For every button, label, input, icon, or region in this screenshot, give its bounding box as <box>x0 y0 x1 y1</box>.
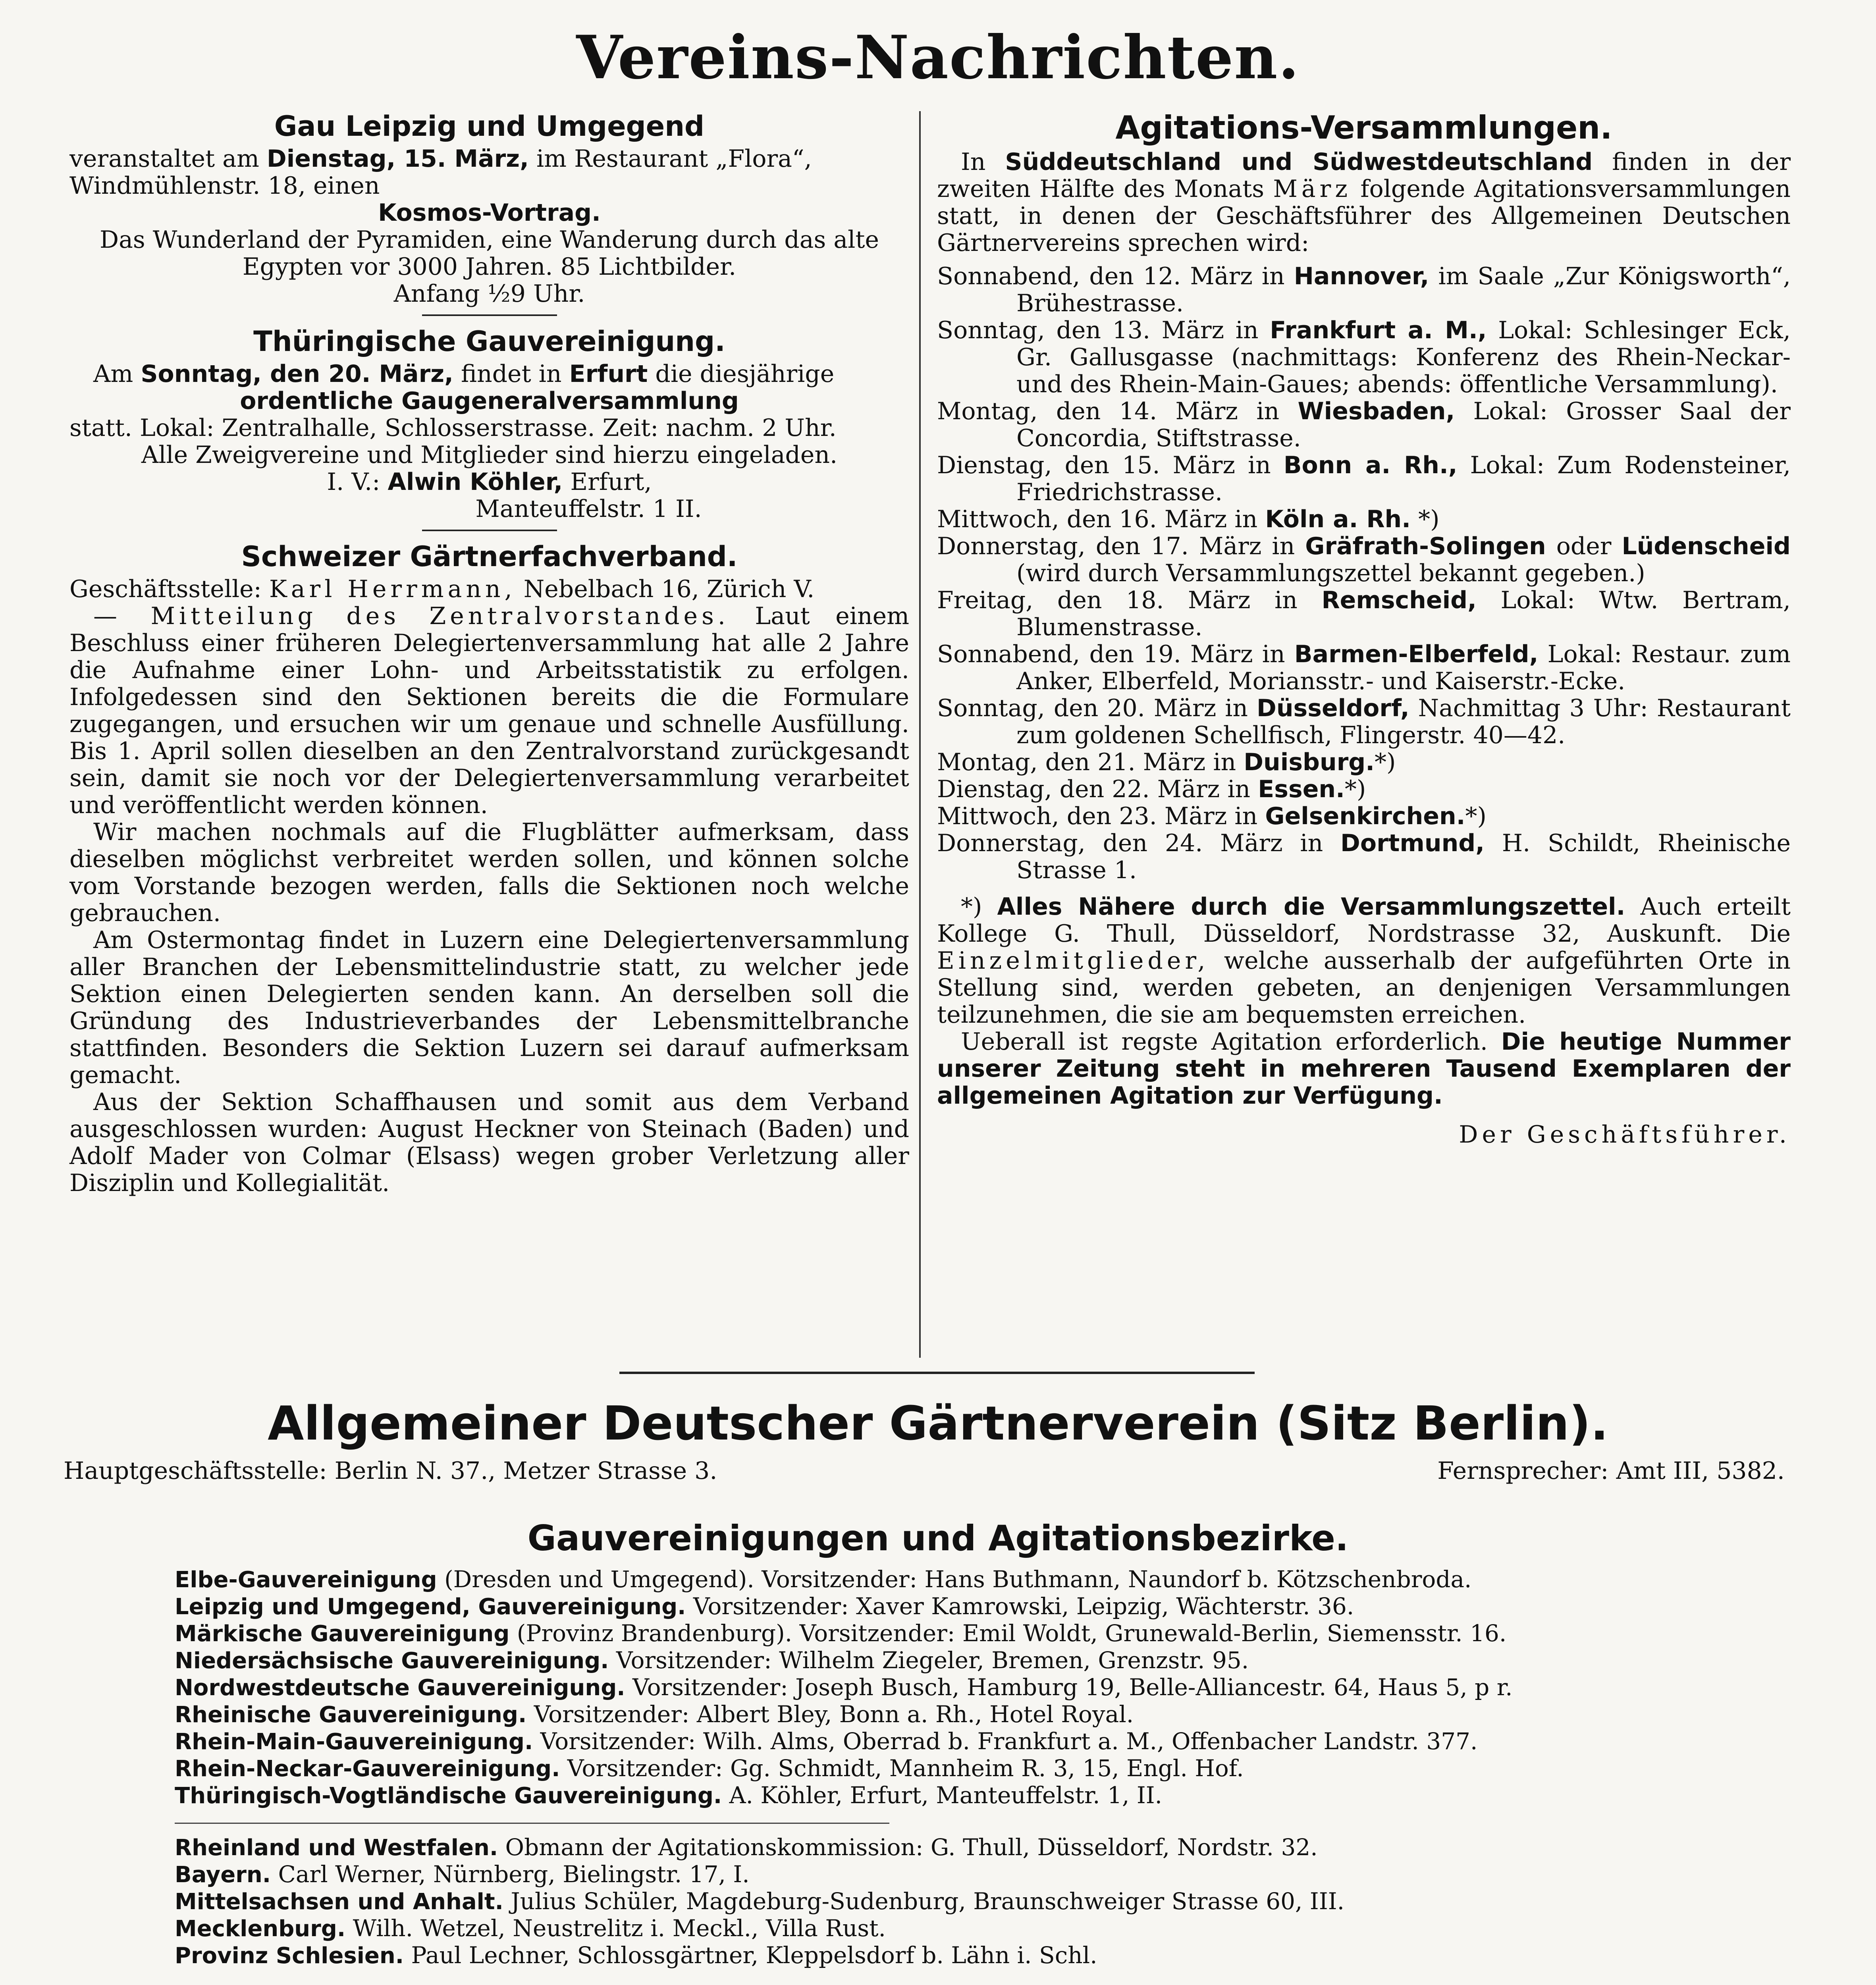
gau-entry <box>175 1861 1787 1888</box>
text-line: Windmühlenstr. 18, einen <box>69 172 380 200</box>
gau-entry <box>175 1674 1787 1701</box>
gau-entry <box>175 1834 1787 1861</box>
date-highlight: Sonntag, den 20. März, <box>141 360 453 388</box>
text-spaced: Einzelmitglieder, <box>937 947 1209 975</box>
text: Laut einem Beschluss einer früheren Delegiertenversammlung hat alle 2 Jahre die Aufnahme einer Lohn- und Arbeitsstatistik zu erfolgen. Infolgedessen sind den Sektionen bereits die die Formulare zugegangen, und ersuchen wir um genaue und schnelle Ausfüllung. Bis 1. April sollen dieselben an den Zentralvorstand zurückgesandt sein, damit sie noch vor der Delegiertenversammlung verarbeitet und veröffentlicht werden können. <box>69 602 910 819</box>
meeting-date: Mittwoch, den 23. März in <box>937 802 1258 830</box>
section-heading-gau-leipzig: Gau Leipzig und Umgegend <box>274 110 705 143</box>
meeting-entry <box>937 263 1791 317</box>
date-highlight: Dienstag, 15. März, <box>266 145 529 173</box>
meeting-entry <box>937 587 1791 641</box>
meeting-venue: Nachmittag 3 Uhr: Restaurant zum goldenen Schellfisch, Flingerstr. 40—42. <box>1016 694 1791 749</box>
divider <box>422 314 557 316</box>
gau-name: Rheinland und Westfalen. <box>175 1835 498 1861</box>
gau-details: Wilh. Wetzel, Neustrelitz i. Meckl., Villa Rust. <box>353 1915 886 1942</box>
text: Nebelbach 16, Zürich V. <box>523 575 815 603</box>
text-line: statt. Lokal: Zentralhalle, Schlosserstrasse. Zeit: nachm. 2 Uhr. <box>69 414 837 442</box>
gau-details: Carl Werner, Nürnberg, Bielingstr. 17, I. <box>278 1861 750 1888</box>
name-spaced: Karl Herrmann, <box>269 575 516 603</box>
meeting-entry <box>937 398 1791 452</box>
meeting-city: Bonn a. Rh., <box>1283 451 1458 479</box>
event-start-time: Anfang ½9 Uhr. <box>393 280 585 308</box>
gau-entry <box>175 1647 1787 1674</box>
city-highlight: Erfurt <box>569 360 648 388</box>
meeting-city: Gräfrath-Solingen <box>1305 532 1546 560</box>
meeting-date: Sonnabend, den 19. März in <box>937 640 1285 668</box>
gau-name: Thüringisch-Vogtländische Gauvereinigung. <box>175 1783 722 1809</box>
footnote-paragraph <box>937 893 1791 1028</box>
gau-name: Bayern. <box>175 1862 271 1888</box>
meeting-entry <box>937 803 1791 830</box>
meeting-date: Montag, den 21. März in <box>937 748 1236 776</box>
paragraph <box>937 1028 1791 1109</box>
gau-name: Mecklenburg. <box>175 1916 346 1942</box>
gau-details: Julius Schüler, Magdeburg-Sudenburg, Braunschweiger Strasse 60, III. <box>511 1888 1345 1915</box>
footnote-marker: *) <box>1465 802 1487 830</box>
meeting-city: Duisburg. <box>1244 748 1375 776</box>
meeting-city: Düsseldorf, <box>1257 694 1409 722</box>
gau-details: Vorsitzender: Joseph Busch, Hamburg 19, Belle-Alliancestr. 64, Haus 5, p r. <box>632 1674 1513 1701</box>
organization-title: Allgemeiner Deutscher Gärtnerverein (Sitz Berlin). <box>268 1396 1608 1451</box>
gau-entry <box>175 1593 1787 1620</box>
footnote-marker: *) <box>1375 748 1396 776</box>
gau-entry <box>175 1888 1787 1915</box>
footnote-marker: *) <box>961 893 982 921</box>
text: folgende Agitationsversammlungen statt, in denen der Geschäftsführer des Allgemeinen Deutschen Gärtnervereins sprechen wird: <box>937 175 1791 257</box>
meeting-date: Dienstag, den 15. März in <box>937 451 1271 479</box>
meeting-venue: Lokal: Grosser Saal der Concordia, Stiftstrasse. <box>1016 397 1791 452</box>
divider <box>175 1809 889 1824</box>
meeting-venue: Lokal: Wtw. Bertram, Blumenstrasse. <box>1016 586 1791 641</box>
text: veranstaltet am <box>69 145 259 173</box>
event-title: Kosmos-Vortrag. <box>378 199 601 227</box>
meeting-venue: (wird durch Versammlungszettel bekannt gegeben.) <box>1016 559 1645 587</box>
meeting-entry <box>937 830 1791 884</box>
gau-details: Paul Lechner, Schlossgärtner, Kleppelsdorf b. Lähn i. Schl. <box>411 1942 1097 1969</box>
gau-name: Märkische Gauvereinigung <box>175 1621 510 1647</box>
meeting-entry <box>937 776 1791 803</box>
meeting-entry <box>937 641 1791 695</box>
text: finden in der zweiten Hälfte des Monats <box>937 148 1791 203</box>
meeting-date: Sonntag, den 20. März in <box>937 694 1248 722</box>
gau-details: (Dresden und Umgegend). Vorsitzender: Hans Buthmann, Naundorf b. Kötzschenbroda. <box>444 1566 1472 1593</box>
text: Erfurt, <box>570 468 652 496</box>
text: die diesjährige <box>655 360 835 388</box>
meeting-date: Donnerstag, den 24. März in <box>937 829 1323 857</box>
text: Geschäftsstelle: <box>69 575 262 603</box>
meeting-city: Essen. <box>1258 775 1345 803</box>
meeting-city: Gelsenkirchen. <box>1265 802 1465 830</box>
paragraph: Am Ostermontag findet in Luzern eine Delegiertenversammlung aller Branchen der Lebensmittelindustrie statt, zu welcher jede Sektion einen Delegierten senden kann. An derselben soll die Gründung des Industrieverbandes der Lebensmittelbranche stattfinden. Besonders die Sektion Luzern sei darauf aufmerksam gemacht. <box>69 926 909 1089</box>
section-heading-agitation: Agitations-Versammlungen. <box>1115 109 1612 146</box>
gau-name: Leipzig und Umgegend, Gauvereinigung. <box>175 1594 686 1620</box>
text: Auch erteilt Kollege G. Thull, Düsseldorf, Nordstrasse 32, Auskunft. Die <box>937 893 1791 948</box>
masthead-title: Vereins-Nachrichten. <box>576 23 1300 93</box>
meeting-date: Dienstag, den 22. März in <box>937 775 1251 803</box>
intro-paragraph <box>937 148 1791 256</box>
section-heading-schweizer: Schweizer Gärtnerfachverband. <box>241 540 738 573</box>
gau-name: Niedersächsische Gauvereinigung. <box>175 1648 609 1674</box>
gau-name: Mittelsachsen und Anhalt. <box>175 1889 503 1915</box>
meeting-entry <box>937 533 1791 587</box>
meeting-city: Köln a. Rh. <box>1265 505 1411 533</box>
name-highlight: Alwin Köhler, <box>388 468 563 496</box>
meeting-city: Lüdenscheid <box>1621 532 1791 560</box>
text-spaced: — Mitteilung des Zentralvorstandes. <box>93 602 729 630</box>
meeting-venue: H. Schildt, Rheinische Strasse 1. <box>1016 829 1791 884</box>
gau-details: Vorsitzender: Albert Bley, Bonn a. Rh., Hotel Royal. <box>534 1701 1134 1728</box>
gau-name: Rheinische Gauvereinigung. <box>175 1702 527 1728</box>
footnote-marker: *) <box>1344 775 1366 803</box>
gau-details: Vorsitzender: Xaver Kamrowski, Leipzig, Wächterstr. 36. <box>693 1593 1354 1620</box>
left-column <box>69 107 909 1197</box>
section-heading-gauvereinigungen: Gauvereinigungen und Agitationsbezirke. <box>527 1518 1349 1559</box>
meeting-venue: im Saale „Zur Königsworth“, Brühestrasse. <box>1016 262 1791 317</box>
event-title: ordentliche Gaugeneralversammlung <box>240 387 739 415</box>
meeting-venue: Lokal: Schlesinger Eck, Gr. Gallusgasse (nachmittags: Konferenz des Rhein-Neckar- und des Rhein-Main-Gaues; abends: öffentliche Versammlung). <box>1016 316 1791 398</box>
event-description: Das Wunderland der Pyramiden, eine Wanderung durch das alte Egypten vor 3000 Jahren. 85 Lichtbilder. <box>100 226 879 281</box>
gau-details: A. Köhler, Erfurt, Manteuffelstr. 1, II. <box>729 1782 1163 1809</box>
meeting-city: Remscheid, <box>1321 586 1477 614</box>
gau-entry <box>175 1728 1787 1755</box>
gau-name: Nordwestdeutsche Gauvereinigung. <box>175 1675 625 1701</box>
paragraph: Wir machen nochmals auf die Flugblätter aufmerksam, dass dieselben möglichst verbreitet werden sollen, und können solche vom Vorstande bezogen werden, falls die Sektionen noch welche gebrauchen. <box>69 818 909 927</box>
signature-line <box>69 468 909 495</box>
text-line: Alle Zweigvereine und Mitglieder sind hierzu eingeladen. <box>141 441 838 469</box>
meeting-city: Barmen-Elberfeld, <box>1294 640 1539 668</box>
meeting-entry <box>937 749 1791 776</box>
meeting-date: Montag, den 14. März in <box>937 397 1280 425</box>
text: Ueberall ist regste Agitation erforderlich. <box>961 1028 1488 1056</box>
meeting-city: Frankfurt a. M., <box>1270 316 1487 344</box>
footnote-highlight: Alles Nähere durch die Versammlungszettel. <box>997 893 1625 921</box>
gau-entry <box>175 1566 1787 1593</box>
meeting-entry <box>937 452 1791 506</box>
meeting-city: Wiesbaden, <box>1298 397 1455 425</box>
meeting-date: Freitag, den 18. März in <box>937 586 1298 614</box>
gau-entry <box>175 1782 1787 1809</box>
gau-list <box>175 1566 1787 1969</box>
meeting-date: Donnerstag, den 17. März in <box>937 532 1295 560</box>
address-line: Manteuffelstr. 1 II. <box>475 495 702 523</box>
gau-details: Vorsitzender: Wilhelm Ziegeler, Bremen, Grenzstr. 95. <box>616 1647 1249 1674</box>
meeting-venue: Lokal: Restaur. zum Anker, Elberfeld, Moriansstr.- und Kaiserstr.-Ecke. <box>1016 640 1791 695</box>
meeting-date: Sonnabend, den 12. März in <box>937 262 1285 290</box>
section-divider <box>619 1372 1255 1374</box>
signature: Der Geschäftsführer. <box>1459 1121 1791 1149</box>
text: oder <box>1556 532 1612 560</box>
gau-name: Elbe-Gauvereinigung <box>175 1567 437 1593</box>
meeting-date: Sonntag, den 13. März in <box>937 316 1259 344</box>
paragraph <box>69 360 909 387</box>
paragraph: Aus der Sektion Schaffhausen und somit aus dem Verband ausgeschlossen wurden: August Heckner von Steinach (Baden) und Adolf Mader von Colmar (Elsass) wegen grober Verletzung aller Disziplin und Kollegialität. <box>69 1088 909 1197</box>
headquarters-address: Hauptgeschäftsstelle: Berlin N. 37., Metzer Strasse 3. <box>64 1457 717 1485</box>
gau-name: Rhein-Main-Gauvereinigung. <box>175 1729 533 1755</box>
office-line <box>69 576 909 603</box>
gau-details: Vorsitzender: Wilh. Alms, Oberrad b. Frankfurt a. M., Offenbacher Landstr. 377. <box>540 1728 1478 1755</box>
meeting-venue: Lokal: Zum Rodensteiner, Friedrichstrasse. <box>1016 451 1791 506</box>
gau-entry <box>175 1915 1787 1942</box>
gau-entry <box>175 1620 1787 1647</box>
section-heading-thueringen: Thüringische Gauvereinigung. <box>253 325 725 358</box>
divider <box>422 530 557 531</box>
meeting-date: Mittwoch, den 16. März in <box>937 505 1258 533</box>
footnote-marker: *) <box>1418 505 1440 533</box>
gau-entry <box>175 1701 1787 1728</box>
text: findet in <box>461 360 562 388</box>
text: I. V.: <box>327 468 380 496</box>
gau-details: (Provinz Brandenburg). Vorsitzender: Emil Woldt, Grunewald-Berlin, Siemensstr. 16. <box>517 1620 1507 1647</box>
highlight-text: Die heutige Nummer unserer Zeitung steht in mehreren Tausend Exemplaren der allgemeinen Agitation zur Verfügung. <box>937 1028 1791 1110</box>
region-highlight: Süddeutschland und Südwestdeutschland <box>1005 148 1593 176</box>
column-divider <box>919 111 921 1358</box>
paragraph <box>69 603 909 819</box>
gau-entry <box>175 1942 1787 1969</box>
gau-details: Obmann der Agitationskommission: G. Thull, Düsseldorf, Nordstr. 32. <box>505 1834 1318 1861</box>
gau-entry <box>175 1755 1787 1782</box>
meeting-entry <box>937 695 1791 749</box>
text: Am <box>93 360 133 388</box>
text: im Restaurant „Flora“, <box>536 145 812 173</box>
text: In <box>961 148 986 176</box>
phone-number: Fernsprecher: Amt III, 5382. <box>1437 1457 1785 1485</box>
gau-details: Vorsitzender: Gg. Schmidt, Mannheim R. 3, 15, Engl. Hof. <box>567 1755 1244 1782</box>
meeting-entry <box>937 506 1791 533</box>
meeting-city: Dortmund, <box>1340 829 1485 857</box>
meeting-city: Hannover, <box>1294 262 1429 290</box>
right-column <box>937 107 1791 1148</box>
gau-name: Rhein-Neckar-Gauvereinigung. <box>175 1756 560 1782</box>
meeting-entry <box>937 317 1791 398</box>
text: welche ausserhalb der aufgeführten Orte in Stellung sind, werden gebeten, an denjenigen Versammlungen teilzunehmen, die sie am bequemsten erreichen. <box>937 947 1791 1029</box>
paragraph <box>69 145 909 172</box>
gau-name: Provinz Schlesien. <box>175 1943 404 1969</box>
text-spaced: März <box>1273 175 1352 203</box>
